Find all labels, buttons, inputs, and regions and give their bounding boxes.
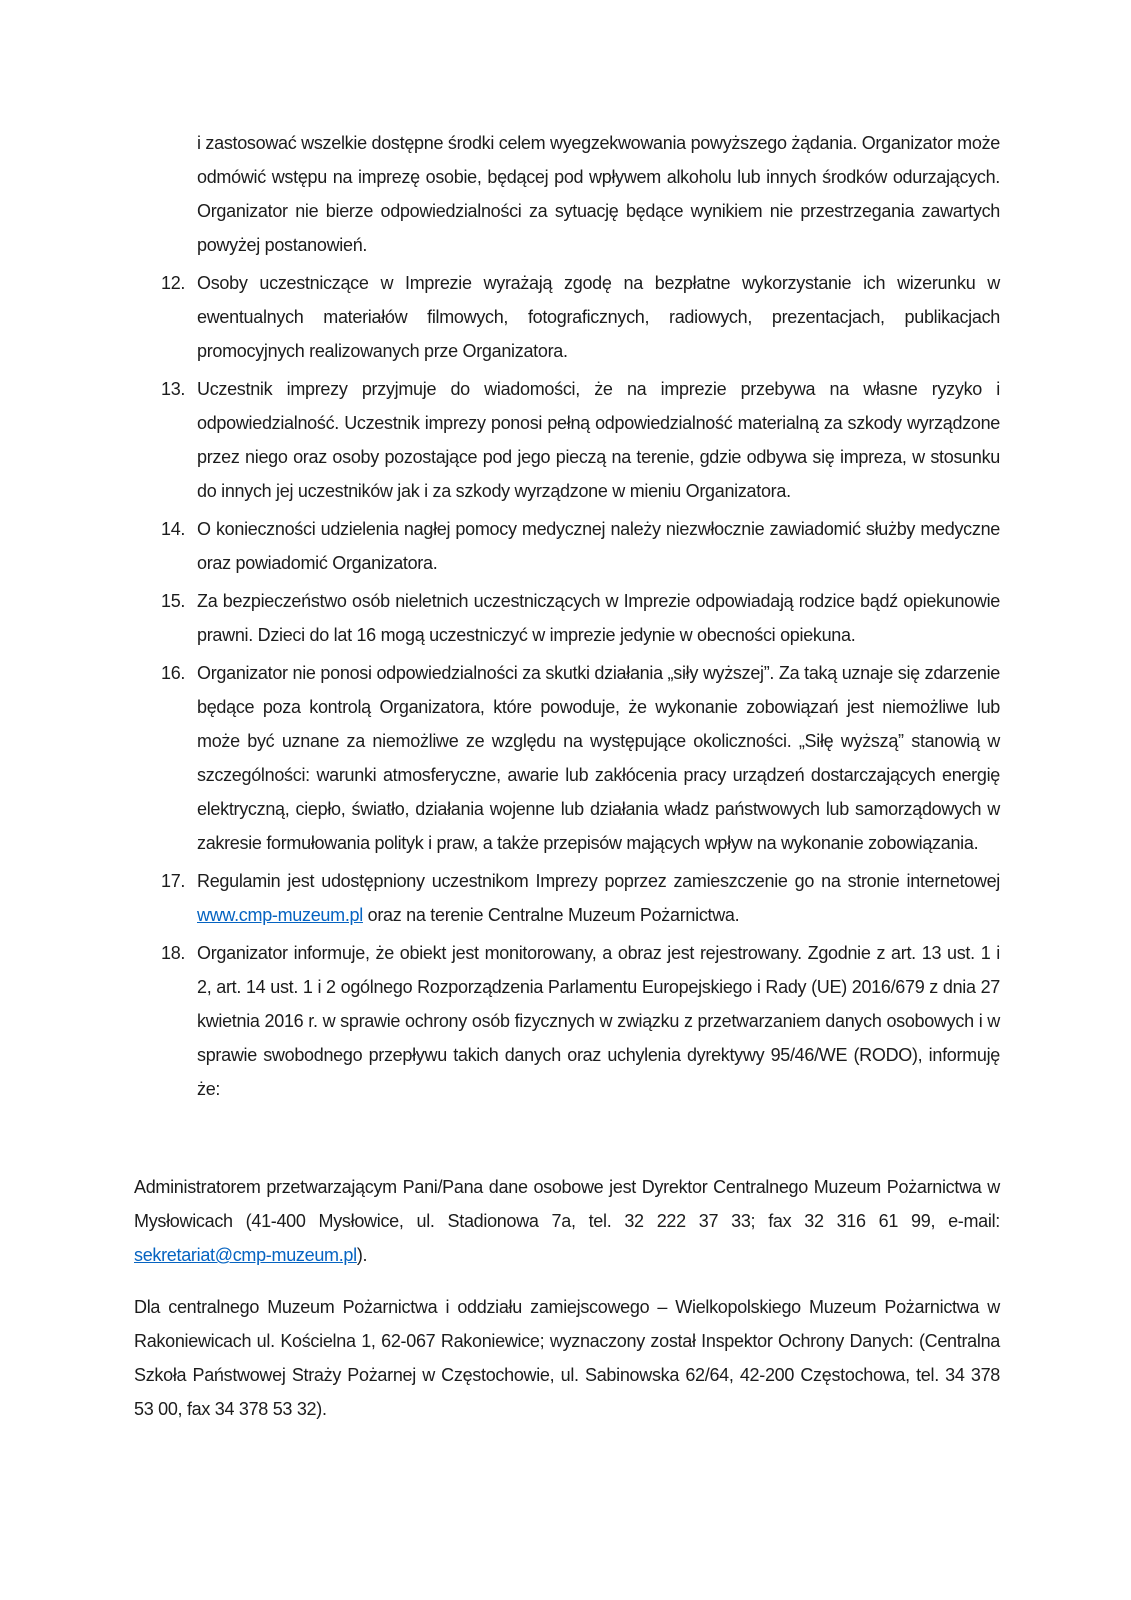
list-item-17-text-after-link: oraz na terenie Centralne Muzeum Pożarnictwa.	[362, 905, 740, 925]
list-item-17-number: 17.	[161, 871, 186, 891]
list-item-18-text: Organizator informuje, że obiekt jest monitorowany, a obraz jest rejestrowany. Zgodnie z art. 13 ust. 1 i 2, art. 14 ust. 1 i 2 ogólnego Rozporządzenia Parlamentu Europejskiego i Rady (UE) 2016/679 z dnia 27 kwietnia 2016 r. w sprawie ochrony osób fizycznych w związku z przetwarzaniem danych osobowych i w sprawie swobodnego przepływu takich danych oraz uchylenia dyrektywy 95/46/WE (RODO), informuję że:	[197, 943, 1000, 1099]
list-item-17	[161, 864, 1000, 932]
list-item-12	[161, 266, 1000, 368]
list-item-14-number: 14.	[161, 519, 186, 539]
list-item-14-text: O konieczności udzielenia nagłej pomocy medycznej należy niezwłocznie zawiadomić służby medyczne oraz powiadomić Organizatora.	[197, 519, 1000, 573]
paragraph-administrator-text-before-link: Administratorem przetwarzającym Pani/Pana dane osobowe jest Dyrektor Centralnego Muzeum Pożarnictwa w Mysłowicach (41-400 Mysłowice, ul. Stadionowa 7a, tel. 32 222 37 33; fax 32 316 61 99, e-mail:	[134, 1177, 1000, 1231]
link-www-cmp-muzeum[interactable]: www.cmp-muzeum.pl	[197, 905, 363, 925]
list-item-15-number: 15.	[161, 591, 186, 611]
document-content	[134, 126, 1000, 1426]
list-item-16-text: Organizator nie ponosi odpowiedzialności za skutki działania „siły wyższej”. Za taką uznaje się zdarzenie będące poza kontrolą Organizatora, które powoduje, że wykonanie zobowiązań jest niemożliwe lub może być uznane za niemożliwe ze względu na występujące okoliczności. „Siłę wyższą” stanowią w szczególności: warunki atmosferyczne, awarie lub zakłócenia pracy urządzeń dostarczających energię elektryczną, ciepło, światło, działania wojenne lub działania władz państwowych lub samorządowych w zakresie formułowania polityk i praw, a także przepisów mających wpływ na wykonanie zobowiązania.	[197, 663, 1000, 853]
paragraph-administrator	[134, 1170, 1000, 1272]
list-item-15-text: Za bezpieczeństwo osób nieletnich uczestniczących w Imprezie odpowiadają rodzice bądź opiekunowie prawni. Dzieci do lat 16 mogą uczestniczyć w imprezie jedynie w obecności opiekuna.	[197, 591, 1000, 645]
list-item-18-number: 18.	[161, 943, 186, 963]
list-item-13-number: 13.	[161, 379, 186, 399]
link-email-sekretariat[interactable]: sekretariat@cmp-muzeum.pl	[134, 1245, 357, 1265]
list-item-13	[161, 372, 1000, 508]
list-item-18	[161, 936, 1000, 1106]
list-item-16	[161, 656, 1000, 860]
list-item-15	[161, 584, 1000, 652]
list-item-17-text	[197, 864, 1000, 932]
list-item-17-text-before-link: Regulamin jest udostępniony uczestnikom Imprezy poprzez zamieszczenie go na stronie internetowej	[197, 871, 1000, 891]
list-item-14	[161, 512, 1000, 580]
list-item-12-text: Osoby uczestniczące w Imprezie wyrażają zgodę na bezpłatne wykorzystanie ich wizerunku w ewentualnych materiałów filmowych, fotograficznych, radiowych, prezentacjach, publikacjach promocyjnych realizowanych prze Organizatora.	[197, 273, 1000, 361]
paragraph-administrator-text-after-link: ).	[356, 1245, 368, 1265]
list-item-16-number: 16.	[161, 663, 186, 683]
list-item-12-number: 12.	[161, 273, 186, 293]
list-item-13-text: Uczestnik imprezy przyjmuje do wiadomości, że na imprezie przebywa na własne ryzyko i odpowiedzialność. Uczestnik imprezy ponosi pełną odpowiedzialność materialną za szkody wyrządzone przez niego oraz osoby pozostające pod jego pieczą na terenie, gdzie odbywa się impreza, w stosunku do innych jej uczestników jak i za szkody wyrządzone w mieniu Organizatora.	[197, 379, 1000, 501]
paragraph-item-11-continuation: i zastosować wszelkie dostępne środki celem wyegzekwowania powyższego żądania. Organizator może odmówić wstępu na imprezę osobie, będącej pod wpływem alkoholu lub innych środków odurzających. Organizator nie bierze odpowiedzialności za sytuację będące wynikiem nie przestrzegania zawartych powyżej postanowień.	[197, 133, 1000, 255]
paragraph-branch-inspector: Dla centralnego Muzeum Pożarnictwa i oddziału zamiejscowego – Wielkopolskiego Muzeum Pożarnictwa w Rakoniewicach ul. Kościelna 1, 62-067 Rakoniewice; wyznaczony został Inspektor Ochrony Danych: (Centralna Szkoła Państwowej Straży Pożarnej w Częstochowie, ul. Sabinowska 62/64, 42-200 Częstochowa, tel. 34 378 53 00, fax 34 378 53 32).	[134, 1297, 1000, 1419]
